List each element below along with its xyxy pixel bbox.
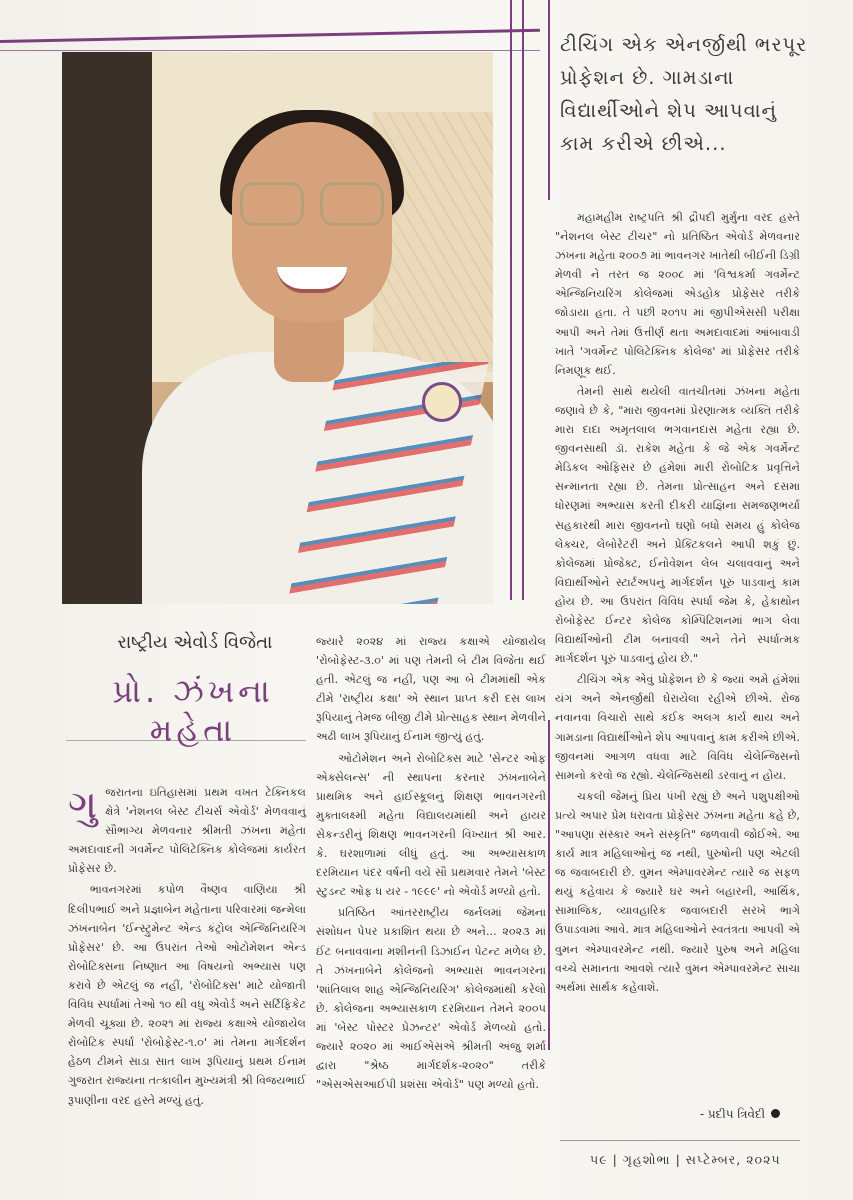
photo-glasses	[240, 182, 384, 222]
paragraph: ભાવનગરમાં કપોળ વૈષ્ણવ વાણિયા શ્રી દિલીપભાઈ અને પ્રજ્ઞાબેન મહેતાના પરિવારમાં જન્મેલા ઝંખનાબેન 'ઈન્સ્ટ્રુમેન્ટ એન્ડ કંટ્રોલ એન્જિનિયરિંગ પ્રોફેસર' છે. આ ઉપરાંત તેઓ ઓટોમેશન એન્ડ રોબોટિક્સના નિષ્ણાત આ વિષયનો અભ્યાસ પણ કરાવે છે એટલું જ નહીં, 'રોબોટિક્સ' માટે યોજાતી વિવિધ સ્પર્ધામાં તેઓ ૧૦ થી વધુ એવોર્ડ અને સર્ટિફિકેટ મેળવી ચૂક્યા છે. ૨૦૨૧ માં રાજ્ય કક્ષાએ યોજાયેલ રોબોટિક સ્પર્ધા 'રોબોફેસ્ટ-૧.૦' માં તેમના માર્ગદર્શન હેઠળ ટીમને સાડા સાત લાખ રૂપિયાનું પ્રથમ ઈનામ ગુજરાત રાજ્યના તત્કાલીન મુખ્યમંત્રી શ્રી વિજયભાઈ રૂપાણીના વરદ હસ્તે મળ્યું હતું.	[68, 883, 306, 1107]
article-column-1	[68, 783, 306, 1112]
article-column-3	[555, 208, 800, 999]
paragraph: ચકલી જેમનું પ્રિય પંખી રહ્યું છે અને પશુપક્ષીઓ પ્રત્યે અપાર પ્રેમ ધરાવતા પ્રોફેસર ઝંખના મહેતા કહે છે, "આપણા સંસ્કાર અને સંસ્કૃતિ" જળવાવી જોઈએ. આ કાર્ય માત્ર મહિલાઓનું જ નથી, પુરુષોની પણ એટલી જ જવાબદારી છે. વુમન એમ્પાવરમેન્ટ ત્યારે જ સફળ થયું કહેવાય કે જ્યારે ઘર અને બહારની, આર્થિક, સામાજિક, વ્યાવહારિક જવાબદારી સરખે ભાગે ઉપાડવામાં આવે. માત્ર મહિલાઓને સ્વતંત્રતા આપવી એ વુમન એમ્પાવરમેન્ટ નથી. જ્યારે પુરુષ અને મહિલા વચ્ચે સમાનતા આવશે ત્યારે વુમન એમ્પાવરમેન્ટ સાચા અર્થમાં સાર્થક કહેવાશે.	[555, 789, 800, 994]
paragraph: જ્યારે ૨૦૨૪ માં રાજ્ય કક્ષાએ યોજાયેલ 'રોબોફેસ્ટ-૩.૦' માં પણ તેમની બે ટીમ વિજેતા થઈ હતી. એટલું જ નહીં, પણ આ બે ટીમમાંથી એક ટીમે 'રાષ્ટ્રીય કક્ષા' એ સ્થાન પ્રાપ્ત કરી દસ લાખ રૂપિયાનું તેમજ બીજી ટીમે પ્રોત્સાહક સ્થાન મેળવીને અઢી લાખ રૂપિયાનું ઈનામ જીત્યું હતું.	[316, 635, 546, 744]
kicker-title: રાષ્ટ્રીય એવોર્ડ વિજેતા	[117, 632, 273, 653]
top-rule-thin	[0, 50, 540, 51]
page-folio: ૫૯ | ગૃહશોભા | સપ્ટેમ્બર, ૨૦૨૫	[590, 1152, 781, 1167]
paragraph-text: જરાતના ઇતિહાસમાં પ્રથમ વખત ટેક્નિકલ ક્ષેત્રે 'નેશનલ બેસ્ટ ટીચર્સ એવોર્ડ' મેળવવાનું સૌભાગ્ય મેળવનાર શ્રીમતી ઝંખના મહેતા અમદાવાદની ગવર્મેન્ટ પોલિટેક્નિક કોલેજમાં કાર્યરત પ્રોફેસર છે.	[68, 786, 306, 876]
side-rule-top	[548, 0, 550, 200]
pull-quote: ટીચિંગ એક એનર્જીથી ભરપૂર પ્રોફેશન છે. ગામડાના વિદ્યાર્થીઓને શેપ આપવાનું કામ કરીએ છીએ...	[560, 33, 808, 155]
drop-cap: ગુ	[68, 782, 98, 828]
author-credit	[700, 1107, 780, 1122]
paragraph	[68, 783, 306, 878]
author-name: - પ્રદીપ ત્રિવેદી	[700, 1107, 766, 1121]
vertical-rule-1	[510, 0, 512, 600]
person-name-heading: પ્રો. ઝંખના મહેતા	[112, 672, 274, 749]
folio-rule	[560, 1140, 800, 1141]
side-rule-bottom	[548, 720, 550, 1050]
paragraph: તેમની સાથે થયેલી વાતચીતમાં ઝંખના મહેતા જણાવે છે કે, "મારા જીવનમાં પ્રેરણાત્મક વ્યક્તિ તરીકે મારા દાદા અમૃતલાલ ભગવાનદાસ મહેતા રહ્યા છે. જીવનસાથી ડૉ. રાકેશ મહેતા કે જે એક ગવર્મેન્ટ મેડિકલ ઓફિસર છે હંમેશાં મારી રોબોટિક પ્રવૃત્તિને સન્માનતા રહ્યા છે. તેમના પ્રોત્સાહન અને દસમા ધોરણમાં અભ્યાસ કરતી દીકરી યાજ્ઞિના સમજણભર્યા સહકારથી મારા જીવનનો ઘણો બધો સમય હું કોલેજ લેક્ચર, લેબોરેટરી અને પ્રેક્ટિકલને આપી શકું છું. કોલેજમાં પ્રોજેક્ટ, ઈનોવેશન લેબ ચલાવવાનું અને વિદ્યાર્થીઓને સ્ટાર્ટઅપનું માર્ગદર્શન પૂરું પાડવાનું કામ હોય છે. આ ઉપરાંત વિવિધ સ્પર્ધા જેમ કે, હેકાથોન રોબોફેસ્ટ ઈન્ટર કોલેજ કોમ્પિટિશનમાં ભાગ લેવા વિદ્યાર્થીઓની ટીમ બનાવવી અને તેને સ્પર્ધાત્મક માર્ગદર્શન પૂરું પાડવાનું હોય છે."	[555, 384, 800, 666]
paragraph: ઓટોમેશન અને રોબોટિક્સ માટે 'સેન્ટર ઓફ એક્સેલન્સ' ની સ્થાપના કરનાર ઝંખનાબેને પ્રાથમિક અને હાઈસ્કૂલનું શિક્ષણ ભાવનગરની મુક્તાલક્ષ્મી મહેતા વિદ્યાલયમાંથી અને હાયર સેકન્ડરીનું શિક્ષણ ભાવનગરની વિખ્યાત શ્રી આર. કે. ઘરશાળામાં લીધું હતું. આ અભ્યાસકાળ દરમિયાન પંદર વર્ષની વયે સૌ પ્રથમવાર તેમને 'બેસ્ટ સ્ટુડન્ટ ઓફ ધ યર - ૧૯૯૯' નો એવોર્ડ મળ્યો હતો.	[316, 751, 546, 899]
photo-background-dark	[62, 52, 152, 604]
photo-badge	[422, 382, 462, 422]
paragraph: મહામહીમ રાષ્ટ્રપતિ શ્રી દ્રૌપદી મુર્મુના વરદ હસ્તે "નેશનલ બેસ્ટ ટીચર" નો પ્રતિષ્ઠિત એવોર્ડ મેળવનાર ઝંખના મહેતા ૨૦૦૭ માં ભાવનગર ખાતેથી બીઈની ડિગ્રી મેળવી ને તરત જ ૨૦૦૮ માં 'વિશ્વકર્મા ગવર્મેન્ટ એન્જિનિયરિંગ કોલેજમાં એડહોક પ્રોફેસર તરીકે જોડાયા હતા. તે પછી ૨૦૧૫ માં જીપીએસસી પરીક્ષા આપી અને તેમાં ઉત્તીર્ણ થતા અમદાવાદમાં આંબાવાડી ખાતે 'ગવર્મેન્ટ પોલિટેક્નિક કોલેજ' માં પ્રોફેસર તરીકે નિમણૂક થઈ.	[555, 211, 800, 377]
paragraph: પ્રતિષ્ઠિત આંતરરાષ્ટ્રીય જર્નલમાં જેમના સંશોધન પેપર પ્રકાશિત થયા છે અને... ૨૦૨૩ માં ઈંટ બનાવવાના મશીનની ડિઝાઈન પેટન્ટ મળેલ છે. તે ઝંખનાબેને કોલેજનો અભ્યાસ ભાવનગરના 'શાંતિલાલ શાહ એન્જિનિયરિંગ' કોલેજમાંથી કરેલો છે. કોલેજના અભ્યાસકાળ દરમિયાન તેમને ૨૦૦૫ માં 'બેસ્ટ પોસ્ટર પ્રેઝન્ટર' એવોર્ડ મેળવ્યો હતો. જ્યારે ૨૦૨૦ માં આઈએસએ શ્રીમતી અંજુ શર્મા દ્વારા "શ્રેષ્ઠ માર્ગદર્શક-૨૦૨૦" તરીકે "એસએસઆઈપી પ્રશંસા એવોર્ડ" પણ મળ્યો હતો.	[316, 906, 546, 1092]
portrait-photo	[62, 52, 493, 604]
end-mark-icon	[771, 1109, 780, 1118]
vertical-rule-2	[522, 0, 524, 600]
paragraph: ટીચિંગ એક એવું પ્રોફેશન છે કે જ્યાં અમે હંમેશાં યંગ અને એનર્જીથી ઘેરાયેલા રહીએ છીએ. રોજ નવાનવા વિચારો સાથે કંઈક અલગ કાર્ય થાય અને ગામડાના વિદ્યાર્થીઓને શેપ આપવાનું કામ કરીએ છીએ. જીવનમાં આગળ વધવા માટે વિવિધ ચેલેન્જિસનો સામનો કરવો જ રહ્યો. ચેલેન્જિસથી ડરવાનું ન હોય.	[555, 673, 800, 782]
article-column-2	[316, 632, 546, 1096]
